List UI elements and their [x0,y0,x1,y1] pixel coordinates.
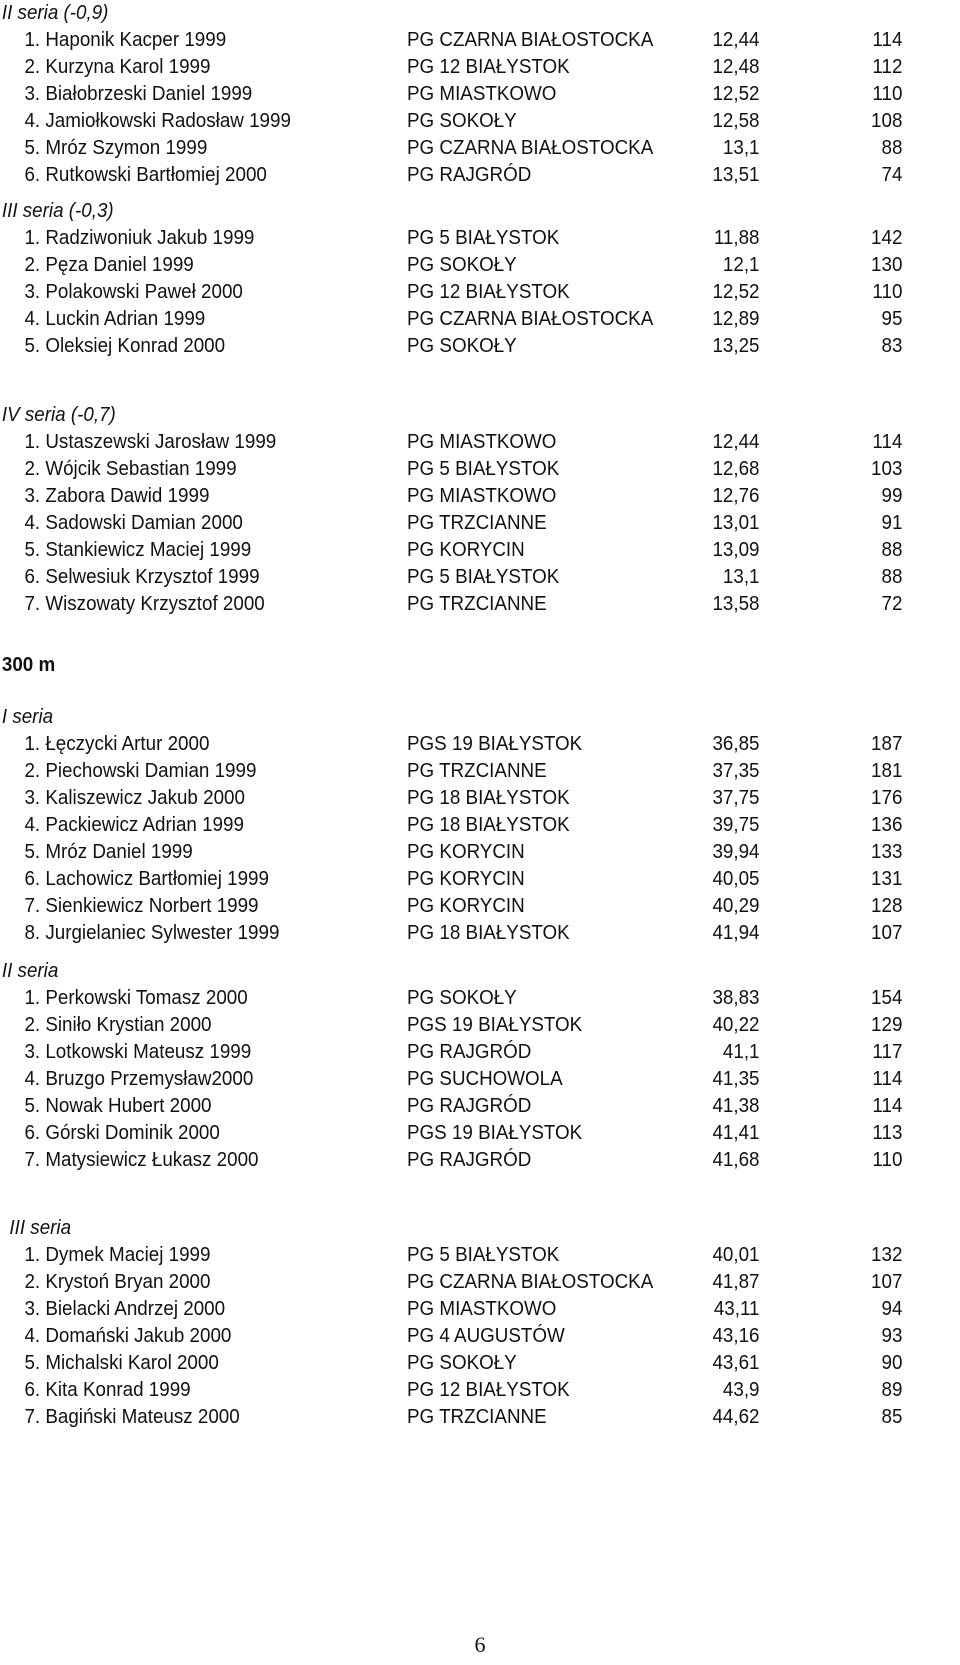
athlete-name: 5. Mróz Szymon 1999 [24,137,208,159]
athlete-name: 1. Dymek Maciej 1999 [24,1244,211,1266]
club-name: PG SOKOŁY [407,987,517,1009]
athlete-name: 4. Domański Jakub 2000 [24,1325,232,1347]
result-time: 12,48 [712,56,760,78]
athlete-name: 6. Lachowicz Bartłomiej 1999 [24,868,269,890]
result-points: 114 [872,1068,903,1090]
athlete-name: 5. Nowak Hubert 2000 [24,1095,212,1117]
series-heading: I seria [1,706,54,728]
result-row [0,1404,902,1431]
result-time: 12,58 [712,110,760,132]
result-row [0,537,902,564]
athlete-name: 3. Zabora Dawid 1999 [24,485,210,507]
result-time: 36,85 [712,733,760,755]
athlete-name: 6. Selwesiuk Krzysztof 1999 [24,566,260,588]
result-points: 107 [871,922,903,944]
result-points: 95 [881,308,903,330]
result-time: 40,05 [712,868,760,890]
result-row [0,839,902,866]
club-name: PG SOKOŁY [407,254,517,276]
athlete-name: 7. Wiszowaty Krzysztof 2000 [24,593,265,615]
club-name: PG KORYCIN [407,539,525,561]
result-row [0,456,902,483]
club-name: PGS 19 BIAŁYSTOK [407,733,583,755]
result-time: 43,9 [722,1379,760,1401]
athlete-name: 5. Stankiewicz Maciej 1999 [24,539,252,561]
result-row [0,1323,902,1350]
result-points: 108 [871,110,903,132]
club-name: PG 18 BIAŁYSTOK [407,814,570,836]
result-row [0,252,902,279]
result-points: 85 [881,1406,903,1428]
club-name: PG CZARNA BIAŁOSTOCKA [407,308,654,330]
result-time: 41,41 [712,1122,760,1144]
result-row [0,920,902,947]
result-row [0,1093,902,1120]
result-row [0,1242,902,1269]
club-name: PG 5 BIAŁYSTOK [407,1244,560,1266]
athlete-name: 3. Lotkowski Mateusz 1999 [24,1041,252,1063]
athlete-name: 1. Radziwoniuk Jakub 1999 [24,227,255,249]
club-name: PG SOKOŁY [407,335,517,357]
athlete-name: 4. Bruzgo Przemysław2000 [24,1068,254,1090]
athlete-name: 2. Wójcik Sebastian 1999 [24,458,237,480]
athlete-name: 6. Rutkowski Bartłomiej 2000 [24,164,267,186]
result-time: 38,83 [712,987,760,1009]
club-name: PG MIASTKOWO [407,431,557,453]
club-name: PG CZARNA BIAŁOSTOCKA [407,29,654,51]
result-time: 41,94 [712,922,760,944]
result-time: 43,16 [712,1325,760,1347]
result-points: 90 [881,1352,903,1374]
club-name: PG 5 BIAŁYSTOK [407,458,560,480]
result-row [0,1120,902,1147]
result-row [0,483,902,510]
result-row [0,985,902,1012]
club-name: PG 18 BIAŁYSTOK [407,787,570,809]
result-row [0,333,902,360]
result-row [0,306,902,333]
result-points: 103 [871,458,903,480]
result-row [0,1039,902,1066]
club-name: PG TRZCIANNE [407,760,547,782]
result-row [0,812,902,839]
club-name: PG TRZCIANNE [407,1406,547,1428]
club-name: PG MIASTKOWO [407,83,557,105]
club-name: PG 18 BIAŁYSTOK [407,922,570,944]
result-row [0,1066,902,1093]
athlete-name: 7. Bagiński Mateusz 2000 [24,1406,240,1428]
club-name: PG KORYCIN [407,841,525,863]
result-points: 107 [871,1271,903,1293]
club-name: PG 5 BIAŁYSTOK [407,227,560,249]
result-points: 88 [881,539,903,561]
athlete-name: 5. Oleksiej Konrad 2000 [24,335,226,357]
result-points: 74 [881,164,903,186]
club-name: PG SOKOŁY [407,1352,517,1374]
athlete-name: 2. Krystoń Bryan 2000 [24,1271,211,1293]
athlete-name: 7. Sienkiewicz Norbert 1999 [24,895,259,917]
result-row [0,1377,902,1404]
athlete-name: 5. Mróz Daniel 1999 [24,841,193,863]
result-time: 13,1 [722,566,760,588]
athlete-name: 2. Piechowski Damian 1999 [24,760,257,782]
result-points: 128 [871,895,903,917]
result-time: 12,89 [712,308,760,330]
athlete-name: 1. Łęczycki Artur 2000 [24,733,210,755]
result-row [0,866,902,893]
result-points: 132 [871,1244,903,1266]
result-points: 89 [881,1379,903,1401]
result-points: 114 [872,431,903,453]
page-number: 6 [474,1632,486,1657]
athlete-name: 3. Bielacki Andrzej 2000 [24,1298,226,1320]
athlete-name: 1. Ustaszewski Jarosław 1999 [24,431,277,453]
result-points: 99 [881,485,903,507]
result-row [0,1012,902,1039]
result-points: 130 [871,254,903,276]
result-row [0,225,902,252]
result-time: 41,38 [712,1095,760,1117]
result-points: 83 [881,335,903,357]
result-row [0,1269,902,1296]
club-name: PG CZARNA BIAŁOSTOCKA [407,137,654,159]
result-points: 187 [871,733,903,755]
result-time: 13,09 [712,539,760,561]
result-points: 110 [872,281,903,303]
result-row [0,54,902,81]
result-points: 114 [872,1095,903,1117]
series-heading: II seria (-0,9) [1,2,109,24]
series-heading: III seria (-0,3) [1,200,114,222]
result-points: 129 [871,1014,903,1036]
result-time: 13,1 [722,137,760,159]
series-heading: II seria [1,960,59,982]
result-time: 40,01 [712,1244,760,1266]
result-points: 88 [881,566,903,588]
result-points: 142 [871,227,903,249]
result-time: 12,44 [712,29,760,51]
athlete-name: 4. Sadowski Damian 2000 [24,512,243,534]
club-name: PG 4 AUGUSTÓW [407,1325,565,1347]
athlete-name: 2. Kurzyna Karol 1999 [24,56,211,78]
result-time: 13,01 [712,512,760,534]
athlete-name: 3. Kaliszewicz Jakub 2000 [24,787,245,809]
result-time: 40,29 [712,895,760,917]
result-row [0,429,902,456]
series-heading: III seria [9,1217,72,1239]
result-points: 91 [881,512,903,534]
result-time: 41,1 [722,1041,760,1063]
result-points: 72 [881,593,903,615]
result-row [0,1296,902,1323]
result-time: 41,35 [712,1068,760,1090]
event-heading: 300 m [1,654,56,676]
result-time: 37,75 [712,787,760,809]
result-row [0,1350,902,1377]
result-row [0,108,902,135]
result-row [0,731,902,758]
result-time: 37,35 [712,760,760,782]
result-time: 40,22 [712,1014,760,1036]
result-points: 110 [872,83,903,105]
result-points: 131 [871,868,903,890]
athlete-name: 4. Jamiołkowski Radosław 1999 [24,110,291,132]
club-name: PG SOKOŁY [407,110,517,132]
result-points: 113 [872,1122,903,1144]
club-name: PG MIASTKOWO [407,485,557,507]
athlete-name: 4. Luckin Adrian 1999 [24,308,206,330]
athlete-name: 7. Matysiewicz Łukasz 2000 [24,1149,259,1171]
club-name: PG TRZCIANNE [407,593,547,615]
result-points: 176 [871,787,903,809]
result-row [0,564,902,591]
result-points: 181 [871,760,903,782]
club-name: PG KORYCIN [407,895,525,917]
club-name: PGS 19 BIAŁYSTOK [407,1014,583,1036]
result-row [0,135,902,162]
club-name: PG RAJGRÓD [407,1095,532,1117]
result-time: 41,68 [712,1149,760,1171]
club-name: PG MIASTKOWO [407,1298,557,1320]
result-row [0,758,902,785]
result-points: 133 [871,841,903,863]
result-row [0,27,902,54]
result-points: 88 [881,137,903,159]
result-time: 12,68 [712,458,760,480]
club-name: PG 12 BIAŁYSTOK [407,56,570,78]
club-name: PGS 19 BIAŁYSTOK [407,1122,583,1144]
result-row [0,81,902,108]
series-heading: IV seria (-0,7) [1,404,116,426]
result-points: 110 [872,1149,903,1171]
athlete-name: 1. Haponik Kacper 1999 [24,29,227,51]
result-points: 94 [881,1298,903,1320]
club-name: PG 5 BIAŁYSTOK [407,566,560,588]
result-row [0,162,902,189]
athlete-name: 2. Siniło Krystian 2000 [24,1014,212,1036]
athlete-name: 2. Pęza Daniel 1999 [24,254,194,276]
athlete-name: 4. Packiewicz Adrian 1999 [24,814,244,836]
club-name: PG SUCHOWOLA [407,1068,563,1090]
club-name: PG 12 BIAŁYSTOK [407,281,570,303]
result-row [0,591,902,618]
club-name: PG 12 BIAŁYSTOK [407,1379,570,1401]
result-row [0,279,902,306]
athlete-name: 8. Jurgielaniec Sylwester 1999 [24,922,280,944]
club-name: PG RAJGRÓD [407,1041,532,1063]
result-points: 112 [872,56,903,78]
result-time: 12,1 [722,254,760,276]
result-time: 13,58 [712,593,760,615]
result-time: 43,61 [712,1352,760,1374]
result-row [0,785,902,812]
result-points: 93 [881,1325,903,1347]
result-row [0,893,902,920]
athlete-name: 5. Michalski Karol 2000 [24,1352,219,1374]
club-name: PG KORYCIN [407,868,525,890]
athlete-name: 1. Perkowski Tomasz 2000 [24,987,248,1009]
athlete-name: 6. Kita Konrad 1999 [24,1379,191,1401]
result-time: 13,51 [712,164,760,186]
athlete-name: 6. Górski Dominik 2000 [24,1122,220,1144]
result-points: 117 [872,1041,903,1063]
result-points: 136 [871,814,903,836]
result-time: 12,52 [712,281,760,303]
result-time: 41,87 [712,1271,760,1293]
result-time: 39,94 [712,841,760,863]
result-points: 154 [871,987,903,1009]
result-time: 12,44 [712,431,760,453]
club-name: PG TRZCIANNE [407,512,547,534]
result-time: 12,52 [712,83,760,105]
club-name: PG RAJGRÓD [407,1149,532,1171]
result-time: 44,62 [712,1406,760,1428]
club-name: PG RAJGRÓD [407,164,532,186]
result-time: 43,11 [713,1298,760,1320]
result-row [0,1147,902,1174]
result-time: 11,88 [713,227,760,249]
result-time: 13,25 [712,335,760,357]
club-name: PG CZARNA BIAŁOSTOCKA [407,1271,654,1293]
result-row [0,510,902,537]
result-time: 39,75 [712,814,760,836]
result-time: 12,76 [712,485,760,507]
athlete-name: 3. Białobrzeski Daniel 1999 [24,83,253,105]
athlete-name: 3. Polakowski Paweł 2000 [24,281,243,303]
result-points: 114 [872,29,903,51]
